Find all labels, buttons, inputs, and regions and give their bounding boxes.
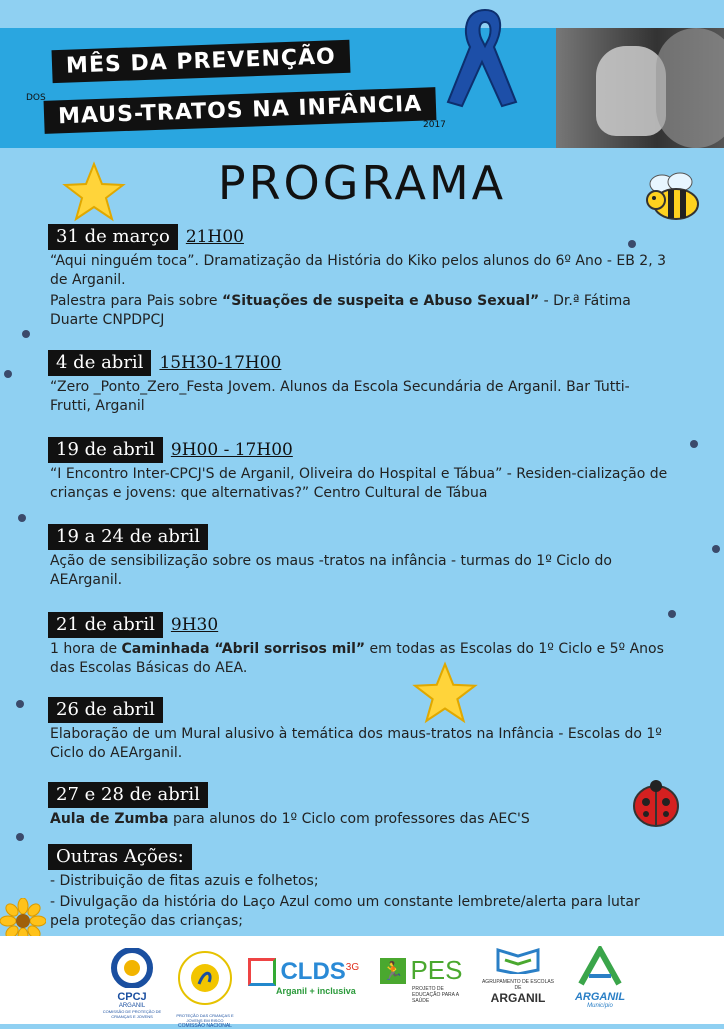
event-time: 21H00 [185,227,244,247]
other-action-item: - Distribuição de fitas azuis e folhetos; [50,873,319,889]
event-31-marco [48,224,668,330]
event-time: 15H30-17H00 [159,353,282,373]
book-icon [493,944,543,974]
runner-icon: 🏃 [380,958,406,984]
header-title-line1: MÊS DA PREVENÇÃO [52,40,351,83]
blue-ribbon-icon [440,2,530,112]
header-title-line2: MAUS-TRATOS NA INFÂNCIA [44,87,437,134]
cnpdpcj-logo: PROTEÇÃO DAS CRIANÇAS E JOVENS EM RISCO COMISSÃO NACIONAL [170,948,240,1029]
event-19-24-abril [48,524,668,590]
event-description: “Zero _Ponto_Zero_Festa Jovem. Alunos da Escola Secundária de Arganil. Bar Tutti-Frutti, Arganil [50,379,630,414]
other-action-item: - Divulgação da história do Laço Azul como um constante lembrete/alerta para lutar pela proteção das crianças; [50,894,640,929]
event-27-28-abril [48,782,668,829]
event-description: Elaboração de um Mural alusivo à temática dos maus-tratos na Infância - Escolas do 1º Ciclo do AEArganil. [50,726,662,761]
other-actions [48,844,668,931]
star-icon [62,160,126,224]
decorative-dot [668,610,676,618]
event-description: Ação de sensibilização sobre os maus -tratos na infância - turmas do 1º Ciclo do AEArganil. [50,553,612,588]
decorative-dot [4,370,12,378]
clds-logo: $CLDS^{3G}$ Arganil + inclusiva [248,958,368,996]
decorative-dot [22,330,30,338]
event-description: “I Encontro Inter-CPCJ'S de Arganil, Oliveira do Hospital e Tábua” - Residen-cialização de crianças e jovens: que alternativas?” Centro Cultural de Tábua [50,466,668,501]
event-date: 4 de abril [48,350,151,376]
header-dos-label: DOS [26,93,46,103]
event-date: 19 a 24 de abril [48,524,208,550]
cpcj-emblem-icon [109,948,155,988]
event-description-2: Palestra para Pais sobre “Situações de suspeita e Abuso Sexual” - Dr.ª Fátima Duarte CNPDPCJ [50,293,631,328]
event-4-abril [48,350,668,416]
child-photo [556,28,724,148]
event-date: 27 e 28 de abril [48,782,208,808]
event-date: 31 de março [48,224,178,250]
decorative-dot [16,700,24,708]
face-image [656,28,724,148]
event-time: 9H30 [170,615,219,635]
bee-icon [640,168,706,228]
municipio-a-icon [575,946,625,986]
decorative-dot [16,833,24,841]
other-actions-label: Outras Ações: [48,844,192,870]
cpcj-logo: CPCJ ARGANIL COMISSÃO DE PROTEÇÃO DE CRIANÇAS E JOVENS [100,948,164,1019]
event-19-abril [48,437,668,503]
event-date: 21 de abril [48,612,163,638]
cnpdpcj-emblem-icon [175,948,235,1008]
event-time: 9H00 - 17H00 [170,440,293,460]
event-description: “Aqui ninguém toca”. Dramatização da História do Kiko pelos alunos do 6º Ano - EB 2, 3 de Arganil. [50,253,667,288]
event-date: 26 de abril [48,697,163,723]
event-26-abril [48,697,668,763]
page-title: PROGRAMA [217,156,507,210]
pes-logo: 🏃 PES PROJETO DE EDUCAÇÃO PARA A SAÚDE [381,955,463,1004]
event-date: 19 de abril [48,437,163,463]
municipio-logo: ARGANIL Município [565,946,635,1009]
event-description: 1 hora de Caminhada “Abril sorrisos mil” em todas as Escolas do 1º Ciclo e 5º Anos das Escolas Básicas do AEA. [50,641,664,676]
header-year: 2017 [423,120,446,130]
decorative-dot [18,514,26,522]
event-description: Aula de Zumba para alunos do 1º Ciclo com professores das AEC'S [50,811,530,827]
event-21-abril [48,612,668,678]
agrupamento-logo: AGRUPAMENTO DE ESCOLAS DE ARGANIL [478,944,558,1005]
decorative-dot [690,440,698,448]
decorative-dot [712,545,720,553]
clds-square-icon [248,958,276,986]
